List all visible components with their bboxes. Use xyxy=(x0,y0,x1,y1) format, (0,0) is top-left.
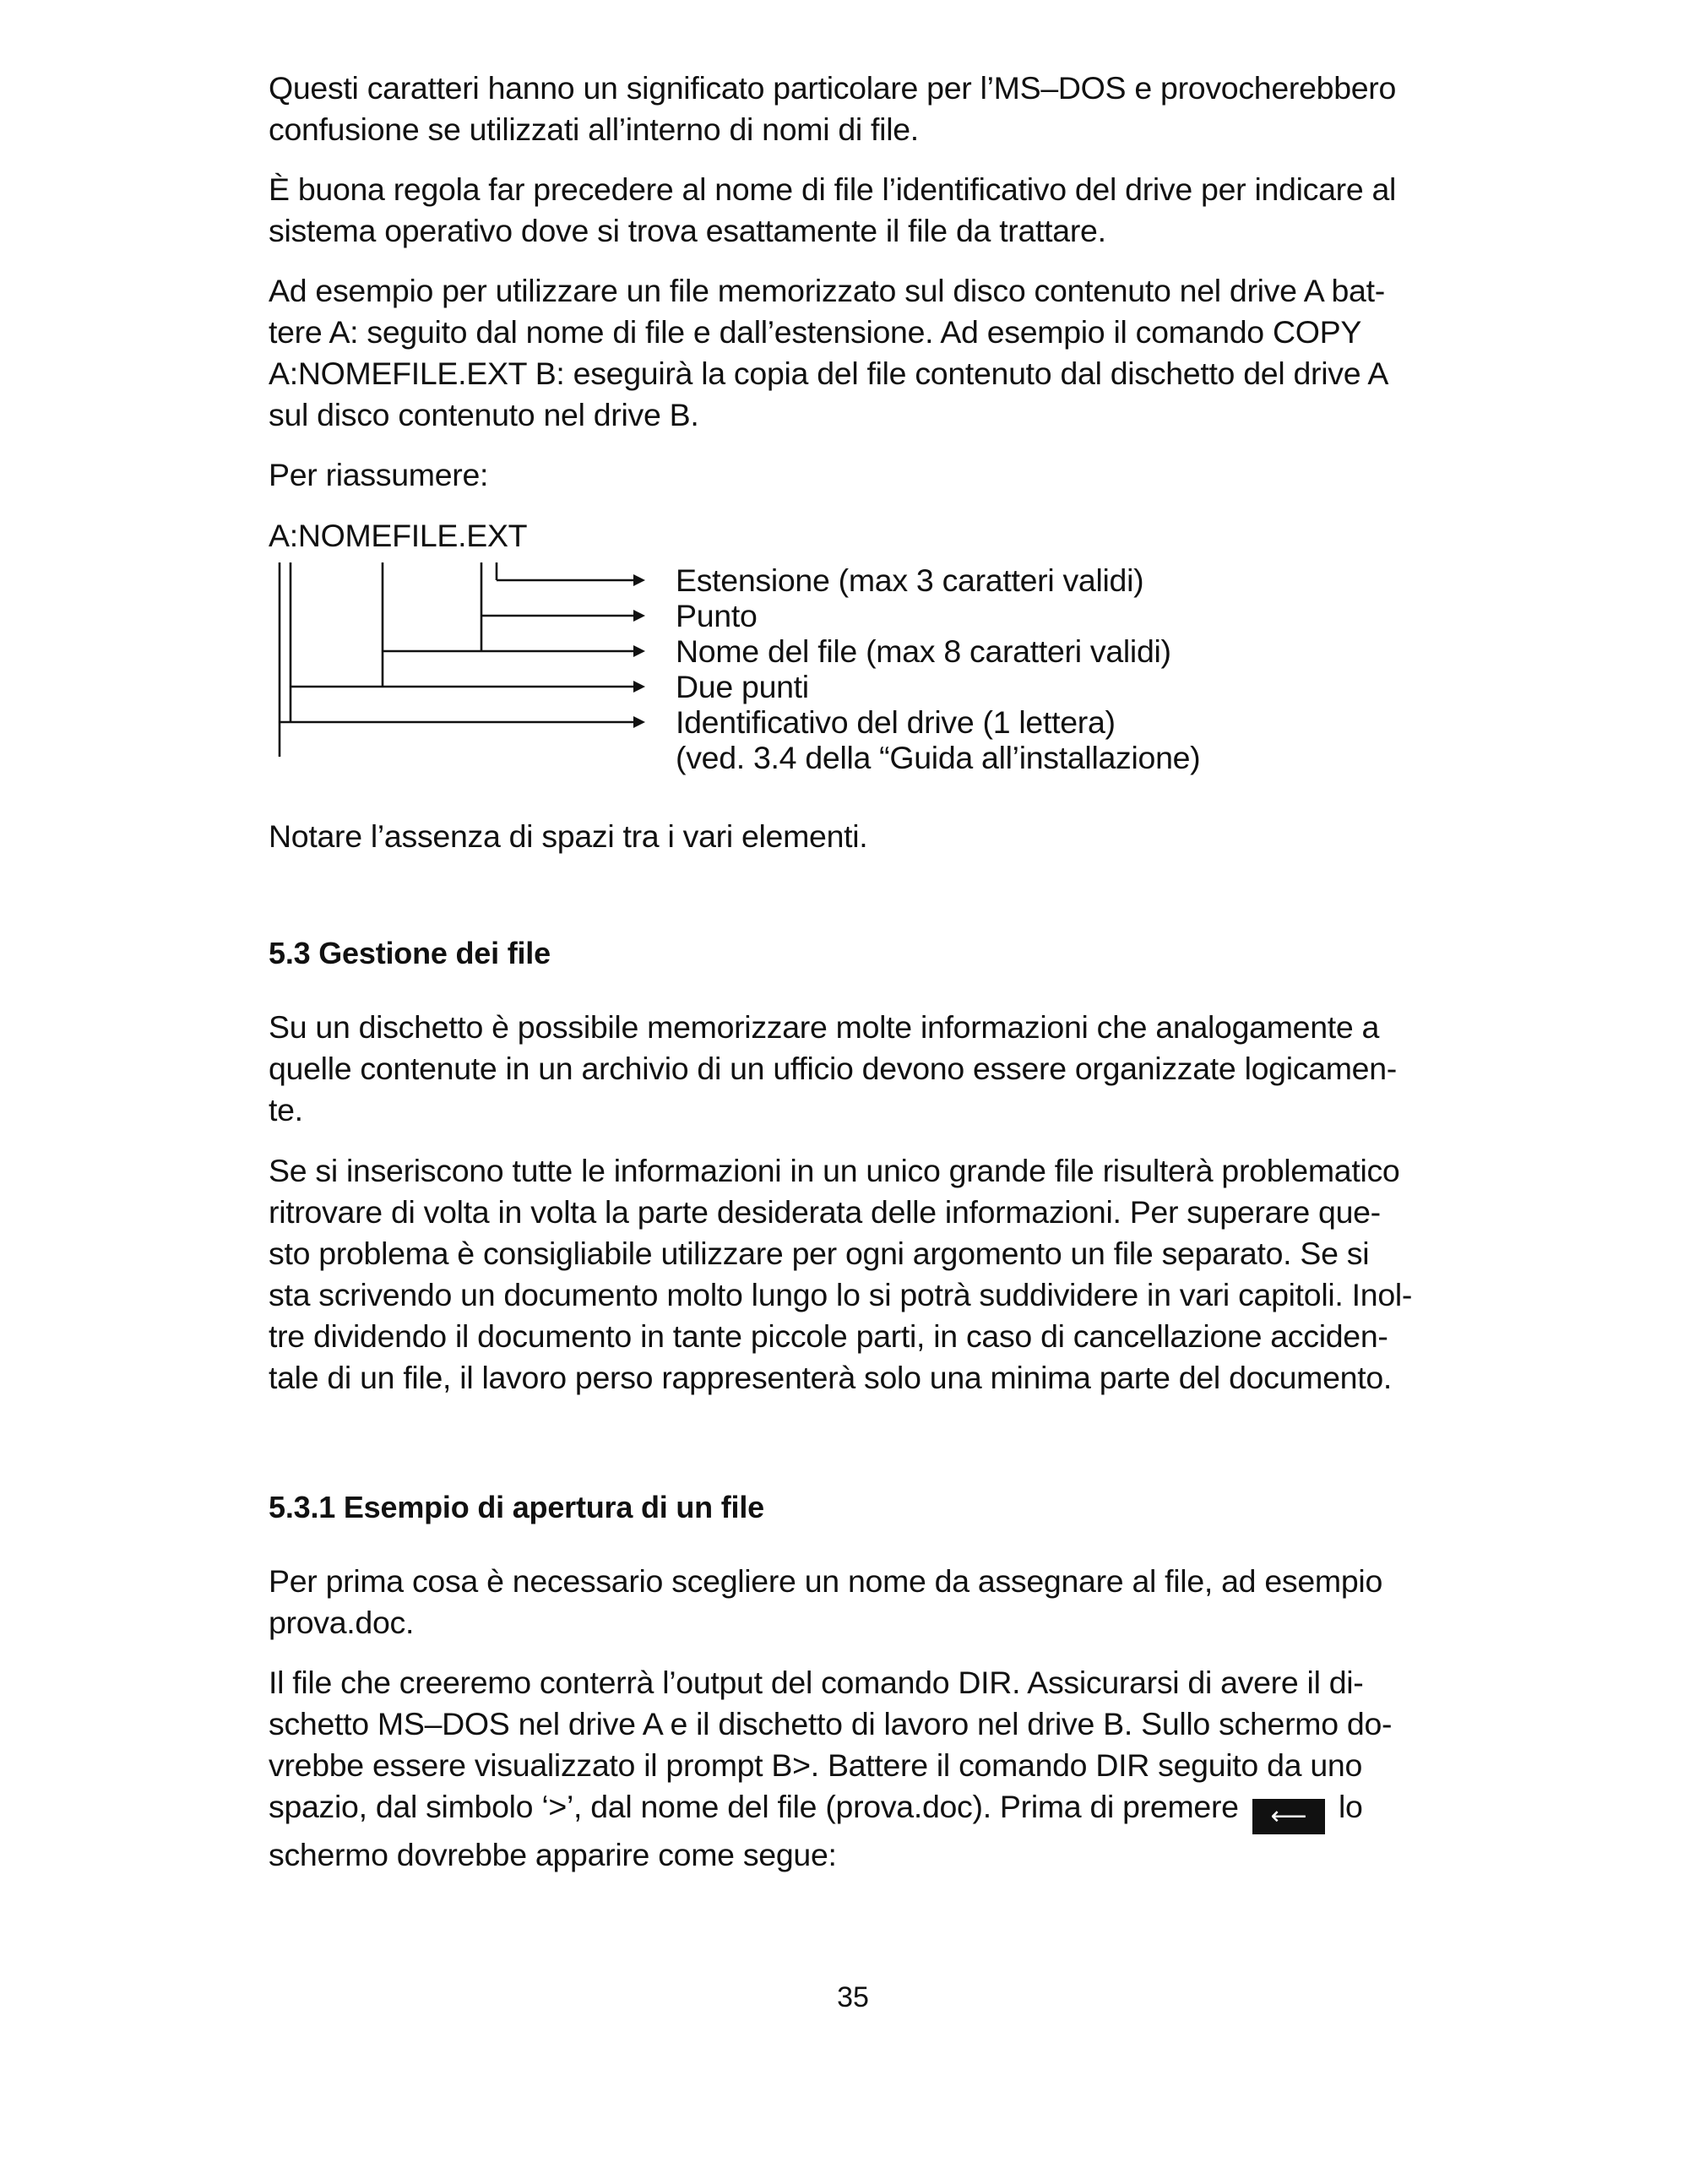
filename-example xyxy=(269,515,1451,557)
diagram-labels xyxy=(676,562,1436,775)
label-extension: Estensione (max 3 caratteri validi) xyxy=(676,562,1144,598)
enter-key-icon: ⟵ xyxy=(1252,1799,1325,1834)
text-fragment: lo xyxy=(1338,1789,1363,1824)
diagram-note xyxy=(269,816,1451,857)
text-line: A:NOMEFILE.EXT B: eseguirà la copia del file contenuto dal dischetto del drive A xyxy=(269,356,1389,391)
text-line: sul disco contenuto nel drive B. xyxy=(269,397,699,432)
diagram-connector-lines xyxy=(269,562,674,816)
text-line: quelle contenute in un archivio di un ufficio devono essere organizzate logicamen- xyxy=(269,1051,1397,1086)
label-colon: Due punti xyxy=(676,669,809,704)
heading-text: 5.3 Gestione dei file xyxy=(269,936,551,970)
text-line: confusione se utilizzati all’interno di nomi di file. xyxy=(269,111,919,147)
filename-text: A:NOMEFILE.EXT xyxy=(269,518,528,553)
text-line: tere A: seguito dal nome di file e dall’estensione. Ad esempio il comando COPY xyxy=(269,314,1362,350)
intro-paragraph-3 xyxy=(269,270,1451,436)
text-line: sistema operativo dove si trova esattamente il file da trattare. xyxy=(269,213,1106,248)
text-line: tre dividendo il documento in tante piccole parti, in caso di cancellazione acciden- xyxy=(269,1318,1388,1354)
text-line: prova.doc. xyxy=(269,1605,415,1640)
label-dot: Punto xyxy=(676,598,758,633)
page-number: 35 xyxy=(837,1981,869,2013)
section-heading-5-3-1 xyxy=(269,1486,1451,1528)
text-line-with-key xyxy=(269,1786,1451,1834)
heading-text: 5.3.1 Esempio di apertura di un file xyxy=(269,1490,764,1524)
text-line: sta scrivendo un documento molto lungo lo si potrà suddividere in vari capitoli. Inol- xyxy=(269,1277,1413,1312)
label-file-name: Nome del file (max 8 caratteri validi) xyxy=(676,633,1171,669)
text-line: vrebbe essere visualizzato il prompt B>. Battere il comando DIR seguito da uno xyxy=(269,1747,1362,1783)
intro-paragraph-1 xyxy=(269,68,1451,150)
text-line: Ad esempio per utilizzare un file memorizzato sul disco contenuto nel drive A bat- xyxy=(269,273,1385,308)
label-drive-ref: (ved. 3.4 della “Guida all’installazione) xyxy=(676,740,1201,775)
text-line: te. xyxy=(269,1092,303,1127)
text-line: schetto MS–DOS nel drive A e il dischetto di lavoro nel drive B. Sullo schermo do- xyxy=(269,1706,1393,1741)
section-5-3-paragraph-2 xyxy=(269,1150,1451,1399)
text-line: Notare l’assenza di spazi tra i vari elementi. xyxy=(269,818,868,854)
text-line: Su un dischetto è possibile memorizzare molte informazioni che analogamente a xyxy=(269,1009,1380,1045)
section-5-3-paragraph-1 xyxy=(269,1007,1451,1131)
text-line: ritrovare di volta in volta la parte desiderata delle informazioni. Per superare que- xyxy=(269,1194,1381,1230)
text-line: Per prima cosa è necessario scegliere un nome da assegnare al file, ad esempio xyxy=(269,1563,1383,1599)
intro-paragraph-4 xyxy=(269,454,1451,496)
text-line: schermo dovrebbe apparire come segue: xyxy=(269,1837,837,1872)
text-line: tale di un file, il lavoro perso rappresenterà solo una minima parte del documento. xyxy=(269,1360,1393,1395)
label-drive-id: Identificativo del drive (1 lettera) xyxy=(676,704,1116,740)
text-line: Se si inseriscono tutte le informazioni in un unico grande file risulterà problematico xyxy=(269,1153,1400,1188)
text-line: sto problema è consigliabile utilizzare per ogni argomento un file separato. Se si xyxy=(269,1236,1370,1271)
text-fragment: spazio, dal simbolo ‘>’, dal nome del file (prova.doc). Prima di premere xyxy=(269,1789,1239,1824)
section-heading-5-3 xyxy=(269,932,1451,974)
section-5-3-1-paragraph-1 xyxy=(269,1561,1451,1643)
text-line: Questi caratteri hanno un significato particolare per l’MS–DOS e provocherebbero xyxy=(269,70,1397,106)
section-5-3-1-paragraph-2 xyxy=(269,1662,1451,1876)
text-line: È buona regola far precedere al nome di file l’identificativo del drive per indicare al xyxy=(269,171,1397,207)
text-line: Il file che creeremo conterrà l’output del comando DIR. Assicurarsi di avere il di- xyxy=(269,1665,1364,1700)
intro-paragraph-2 xyxy=(269,169,1451,252)
text-line: Per riassumere: xyxy=(269,457,489,492)
